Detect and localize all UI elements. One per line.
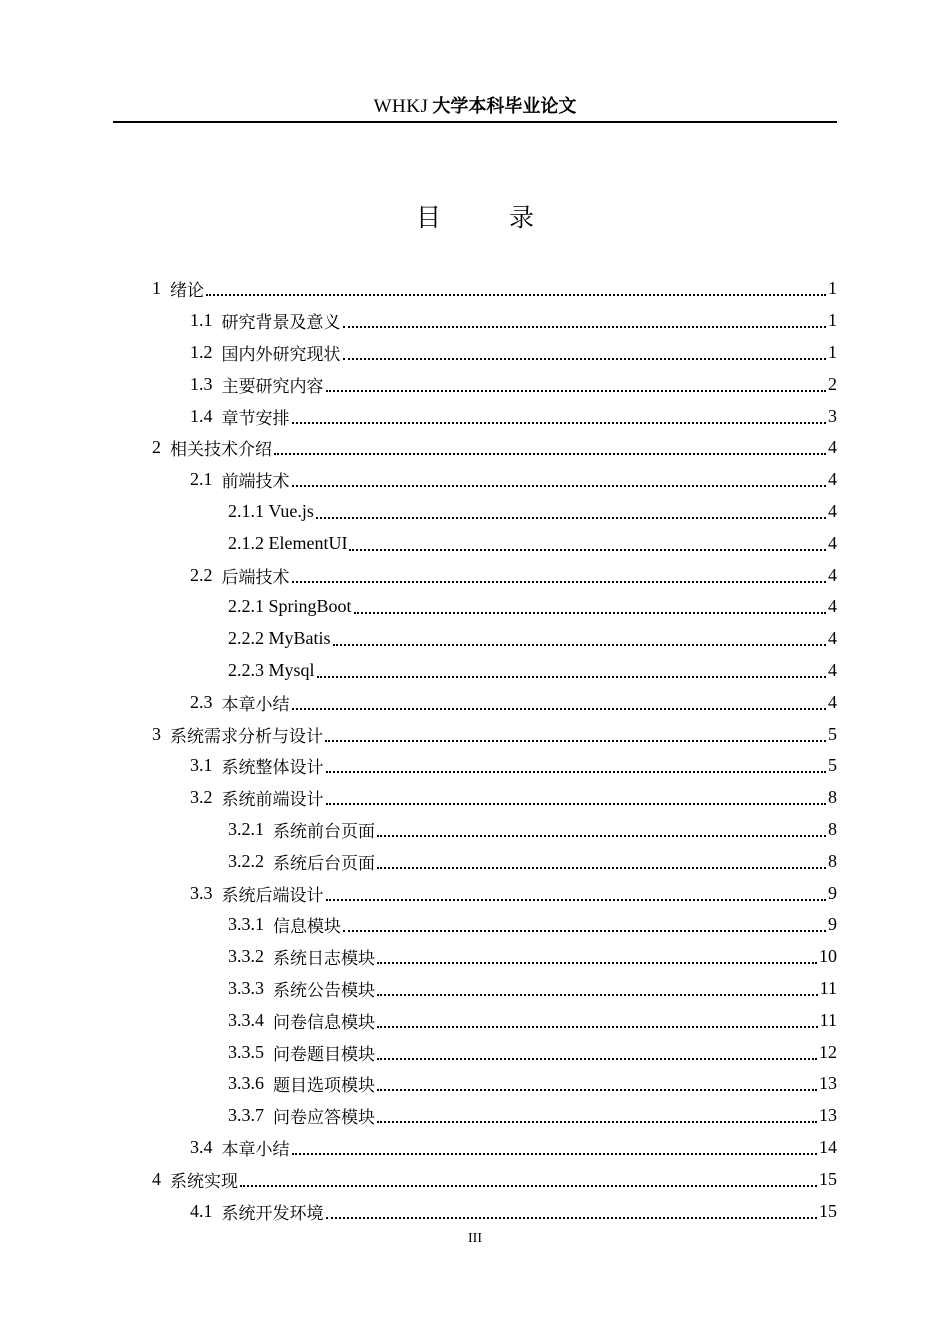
toc-dot-leader xyxy=(343,929,826,932)
toc-entry-title: 系统整体设计 xyxy=(221,758,324,779)
toc-entry[interactable] xyxy=(0,496,950,528)
toc-entry-page: 8 xyxy=(828,850,837,871)
table-of-contents xyxy=(0,273,950,1227)
toc-entry[interactable] xyxy=(0,1195,950,1227)
toc-entry-page: 8 xyxy=(828,818,837,839)
toc-entry-number: 2.1.2 xyxy=(228,532,269,553)
toc-entry-page: 15 xyxy=(819,1168,837,1189)
toc-entry-title: 系统需求分析与设计 xyxy=(170,726,323,747)
toc-entry-page: 1 xyxy=(828,278,837,299)
toc-entry-page: 13 xyxy=(819,1105,837,1126)
toc-dot-leader xyxy=(317,675,826,678)
toc-dot-leader xyxy=(292,580,827,583)
toc-entry-number: 2.2 xyxy=(190,564,222,585)
toc-entry-title: 绪论 xyxy=(170,281,204,302)
toc-entry-page: 4 xyxy=(828,564,837,585)
toc-entry-number: 3.3.5 xyxy=(228,1041,273,1062)
toc-entry-page: 2 xyxy=(828,373,837,394)
toc-entry-page: 5 xyxy=(828,723,837,744)
toc-entry-page: 4 xyxy=(828,659,837,680)
toc-entry-number: 3.3.2 xyxy=(228,946,273,967)
toc-entry-title: 国内外研究现状 xyxy=(221,344,341,365)
page-header xyxy=(113,94,837,120)
toc-entry-number: 2.3 xyxy=(190,691,222,712)
toc-entry-page: 4 xyxy=(828,469,837,490)
toc-entry[interactable] xyxy=(0,718,950,750)
toc-entry-page: 8 xyxy=(828,787,837,808)
toc-entry-page: 15 xyxy=(819,1200,837,1221)
toc-dot-leader xyxy=(240,1184,817,1187)
toc-entry-title: SpringBoot xyxy=(268,596,352,617)
toc-entry-page: 9 xyxy=(828,914,837,935)
toc-entry[interactable] xyxy=(0,432,950,464)
header-latin-text: WHKJ xyxy=(373,96,429,117)
toc-dot-leader xyxy=(377,961,817,964)
toc-entry-title: ElementUI xyxy=(268,532,348,553)
toc-dot-leader xyxy=(206,293,826,296)
toc-entry-title: 问卷信息模块 xyxy=(273,1012,375,1033)
toc-dot-leader xyxy=(377,1025,818,1028)
toc-dot-leader xyxy=(292,421,827,424)
toc-entry-number: 2.2.2 xyxy=(228,628,269,649)
toc-entry-title: 主要研究内容 xyxy=(221,376,324,397)
toc-entry[interactable] xyxy=(0,464,950,496)
toc-dot-leader xyxy=(326,770,827,773)
toc-entry-title: 系统公告模块 xyxy=(273,980,375,1001)
toc-entry[interactable] xyxy=(0,337,950,369)
toc-dot-leader xyxy=(377,1088,817,1091)
toc-entry-title: 系统日志模块 xyxy=(273,949,375,970)
toc-entry-number: 3.2.1 xyxy=(228,818,273,839)
toc-entry[interactable] xyxy=(0,1004,950,1036)
page-number: III xyxy=(468,1231,482,1246)
toc-entry[interactable] xyxy=(0,400,950,432)
toc-entry-number: 3.2.2 xyxy=(228,850,273,871)
toc-entry-page: 4 xyxy=(828,437,837,458)
toc-entry-page: 1 xyxy=(828,341,837,362)
toc-entry-page: 4 xyxy=(828,500,837,521)
toc-entry-title: 系统前端设计 xyxy=(221,790,324,811)
toc-entry-page: 4 xyxy=(828,596,837,617)
toc-entry-number: 4.1 xyxy=(190,1200,222,1221)
toc-entry-number: 3.3.1 xyxy=(228,914,273,935)
toc-dot-leader xyxy=(292,707,827,710)
toc-entry[interactable] xyxy=(0,273,950,305)
toc-entry-page: 4 xyxy=(828,628,837,649)
toc-dot-leader xyxy=(274,452,826,455)
toc-entry-title: 题目选项模块 xyxy=(273,1076,375,1097)
toc-dot-leader xyxy=(377,834,826,837)
toc-entry-title: 本章小结 xyxy=(221,694,290,715)
toc-entry[interactable] xyxy=(0,845,950,877)
toc-entry-number: 3.3.7 xyxy=(228,1105,273,1126)
toc-entry-title: 问卷应答模块 xyxy=(273,1108,375,1129)
header-title: 大学本科毕业论文 xyxy=(432,96,577,117)
toc-dot-leader xyxy=(354,611,826,614)
toc-entry-title: 信息模块 xyxy=(273,917,341,938)
toc-entry-number: 2 xyxy=(152,437,170,458)
toc-entry-title: 章节安排 xyxy=(221,408,290,429)
toc-entry-number: 3.1 xyxy=(190,755,222,776)
toc-dot-leader xyxy=(292,1152,818,1155)
toc-entry[interactable] xyxy=(0,623,950,655)
toc-dot-leader xyxy=(326,802,827,805)
toc-entry[interactable] xyxy=(0,750,950,782)
toc-entry-page: 9 xyxy=(828,882,837,903)
toc-entry-number: 2.1 xyxy=(190,469,222,490)
toc-entry-number: 2.2.1 xyxy=(228,596,269,617)
toc-entry-page: 12 xyxy=(819,1041,837,1062)
toc-title: 目 录 xyxy=(416,203,564,232)
toc-entry-number: 2.2.3 xyxy=(228,659,269,680)
toc-entry-title: 前端技术 xyxy=(221,472,290,493)
toc-dot-leader xyxy=(377,993,818,996)
toc-dot-leader xyxy=(316,516,826,519)
toc-entry[interactable] xyxy=(0,686,950,718)
toc-entry[interactable] xyxy=(0,1068,950,1100)
toc-entry[interactable] xyxy=(0,1132,950,1164)
toc-dot-leader xyxy=(326,1216,818,1219)
toc-entry-page: 11 xyxy=(819,977,837,998)
toc-dot-leader xyxy=(325,739,826,742)
toc-entry-number: 3.4 xyxy=(190,1136,222,1157)
toc-dot-leader xyxy=(326,389,827,392)
toc-entry-number: 3.3.3 xyxy=(228,977,273,998)
toc-entry-number: 3.3 xyxy=(190,882,222,903)
toc-entry-title: 系统开发环境 xyxy=(221,1203,324,1224)
toc-entry-page: 4 xyxy=(828,691,837,712)
toc-dot-leader xyxy=(333,643,826,646)
toc-dot-leader xyxy=(326,898,827,901)
toc-entry[interactable] xyxy=(0,814,950,846)
toc-entry[interactable] xyxy=(0,559,950,591)
toc-entry-title: 系统后台页面 xyxy=(273,853,375,874)
toc-entry-number: 3 xyxy=(152,723,170,744)
toc-entry-title: 系统后端设计 xyxy=(221,885,324,906)
toc-dot-leader xyxy=(377,1120,817,1123)
toc-entry[interactable] xyxy=(0,973,950,1005)
toc-entry[interactable] xyxy=(0,305,950,337)
toc-entry-page: 11 xyxy=(819,1009,837,1030)
toc-entry-number: 1.1 xyxy=(190,310,222,331)
header-rule xyxy=(113,121,837,123)
toc-entry[interactable] xyxy=(0,1036,950,1068)
toc-entry-number: 3.3.4 xyxy=(228,1009,273,1030)
toc-entry-page: 10 xyxy=(819,946,837,967)
toc-dot-leader xyxy=(343,357,827,360)
toc-entry[interactable] xyxy=(0,1163,950,1195)
toc-entry-number: 4 xyxy=(152,1168,170,1189)
toc-entry-title: 研究背景及意义 xyxy=(221,313,341,334)
toc-entry-page: 4 xyxy=(828,532,837,553)
toc-entry-title: 本章小结 xyxy=(221,1139,290,1160)
toc-entry-number: 1.4 xyxy=(190,405,222,426)
toc-dot-leader xyxy=(377,1057,817,1060)
toc-entry[interactable] xyxy=(0,782,950,814)
toc-entry-number: 2.1.1 xyxy=(228,500,269,521)
toc-entry[interactable] xyxy=(0,1100,950,1132)
toc-entry[interactable] xyxy=(0,877,950,909)
toc-entry-page: 14 xyxy=(819,1136,837,1157)
toc-entry-page: 1 xyxy=(828,310,837,331)
toc-entry-page: 3 xyxy=(828,405,837,426)
toc-entry-title: Vue.js xyxy=(268,500,314,521)
toc-entry-title: Mysql xyxy=(268,659,315,680)
toc-entry-title: 后端技术 xyxy=(221,567,290,588)
toc-entry-title: 问卷题目模块 xyxy=(273,1044,375,1065)
toc-entry-title: MyBatis xyxy=(268,628,331,649)
toc-entry-page: 5 xyxy=(828,755,837,776)
toc-entry[interactable] xyxy=(0,655,950,687)
toc-dot-leader xyxy=(349,548,826,551)
toc-entry-number: 3.3.6 xyxy=(228,1073,273,1094)
toc-entry-title: 相关技术介绍 xyxy=(170,440,272,461)
toc-entry-number: 1.3 xyxy=(190,373,222,394)
toc-entry[interactable] xyxy=(0,527,950,559)
toc-entry-number: 3.2 xyxy=(190,787,222,808)
toc-entry-title: 系统实现 xyxy=(170,1171,238,1192)
toc-entry[interactable] xyxy=(0,909,950,941)
toc-dot-leader xyxy=(343,325,827,328)
toc-entry[interactable] xyxy=(0,591,950,623)
toc-entry-page: 13 xyxy=(819,1073,837,1094)
toc-dot-leader xyxy=(292,484,827,487)
toc-entry[interactable] xyxy=(0,941,950,973)
toc-dot-leader xyxy=(377,866,826,869)
toc-entry-number: 1.2 xyxy=(190,341,222,362)
toc-entry[interactable] xyxy=(0,368,950,400)
toc-entry-number: 1 xyxy=(152,278,170,299)
toc-entry-title: 系统前台页面 xyxy=(273,821,375,842)
